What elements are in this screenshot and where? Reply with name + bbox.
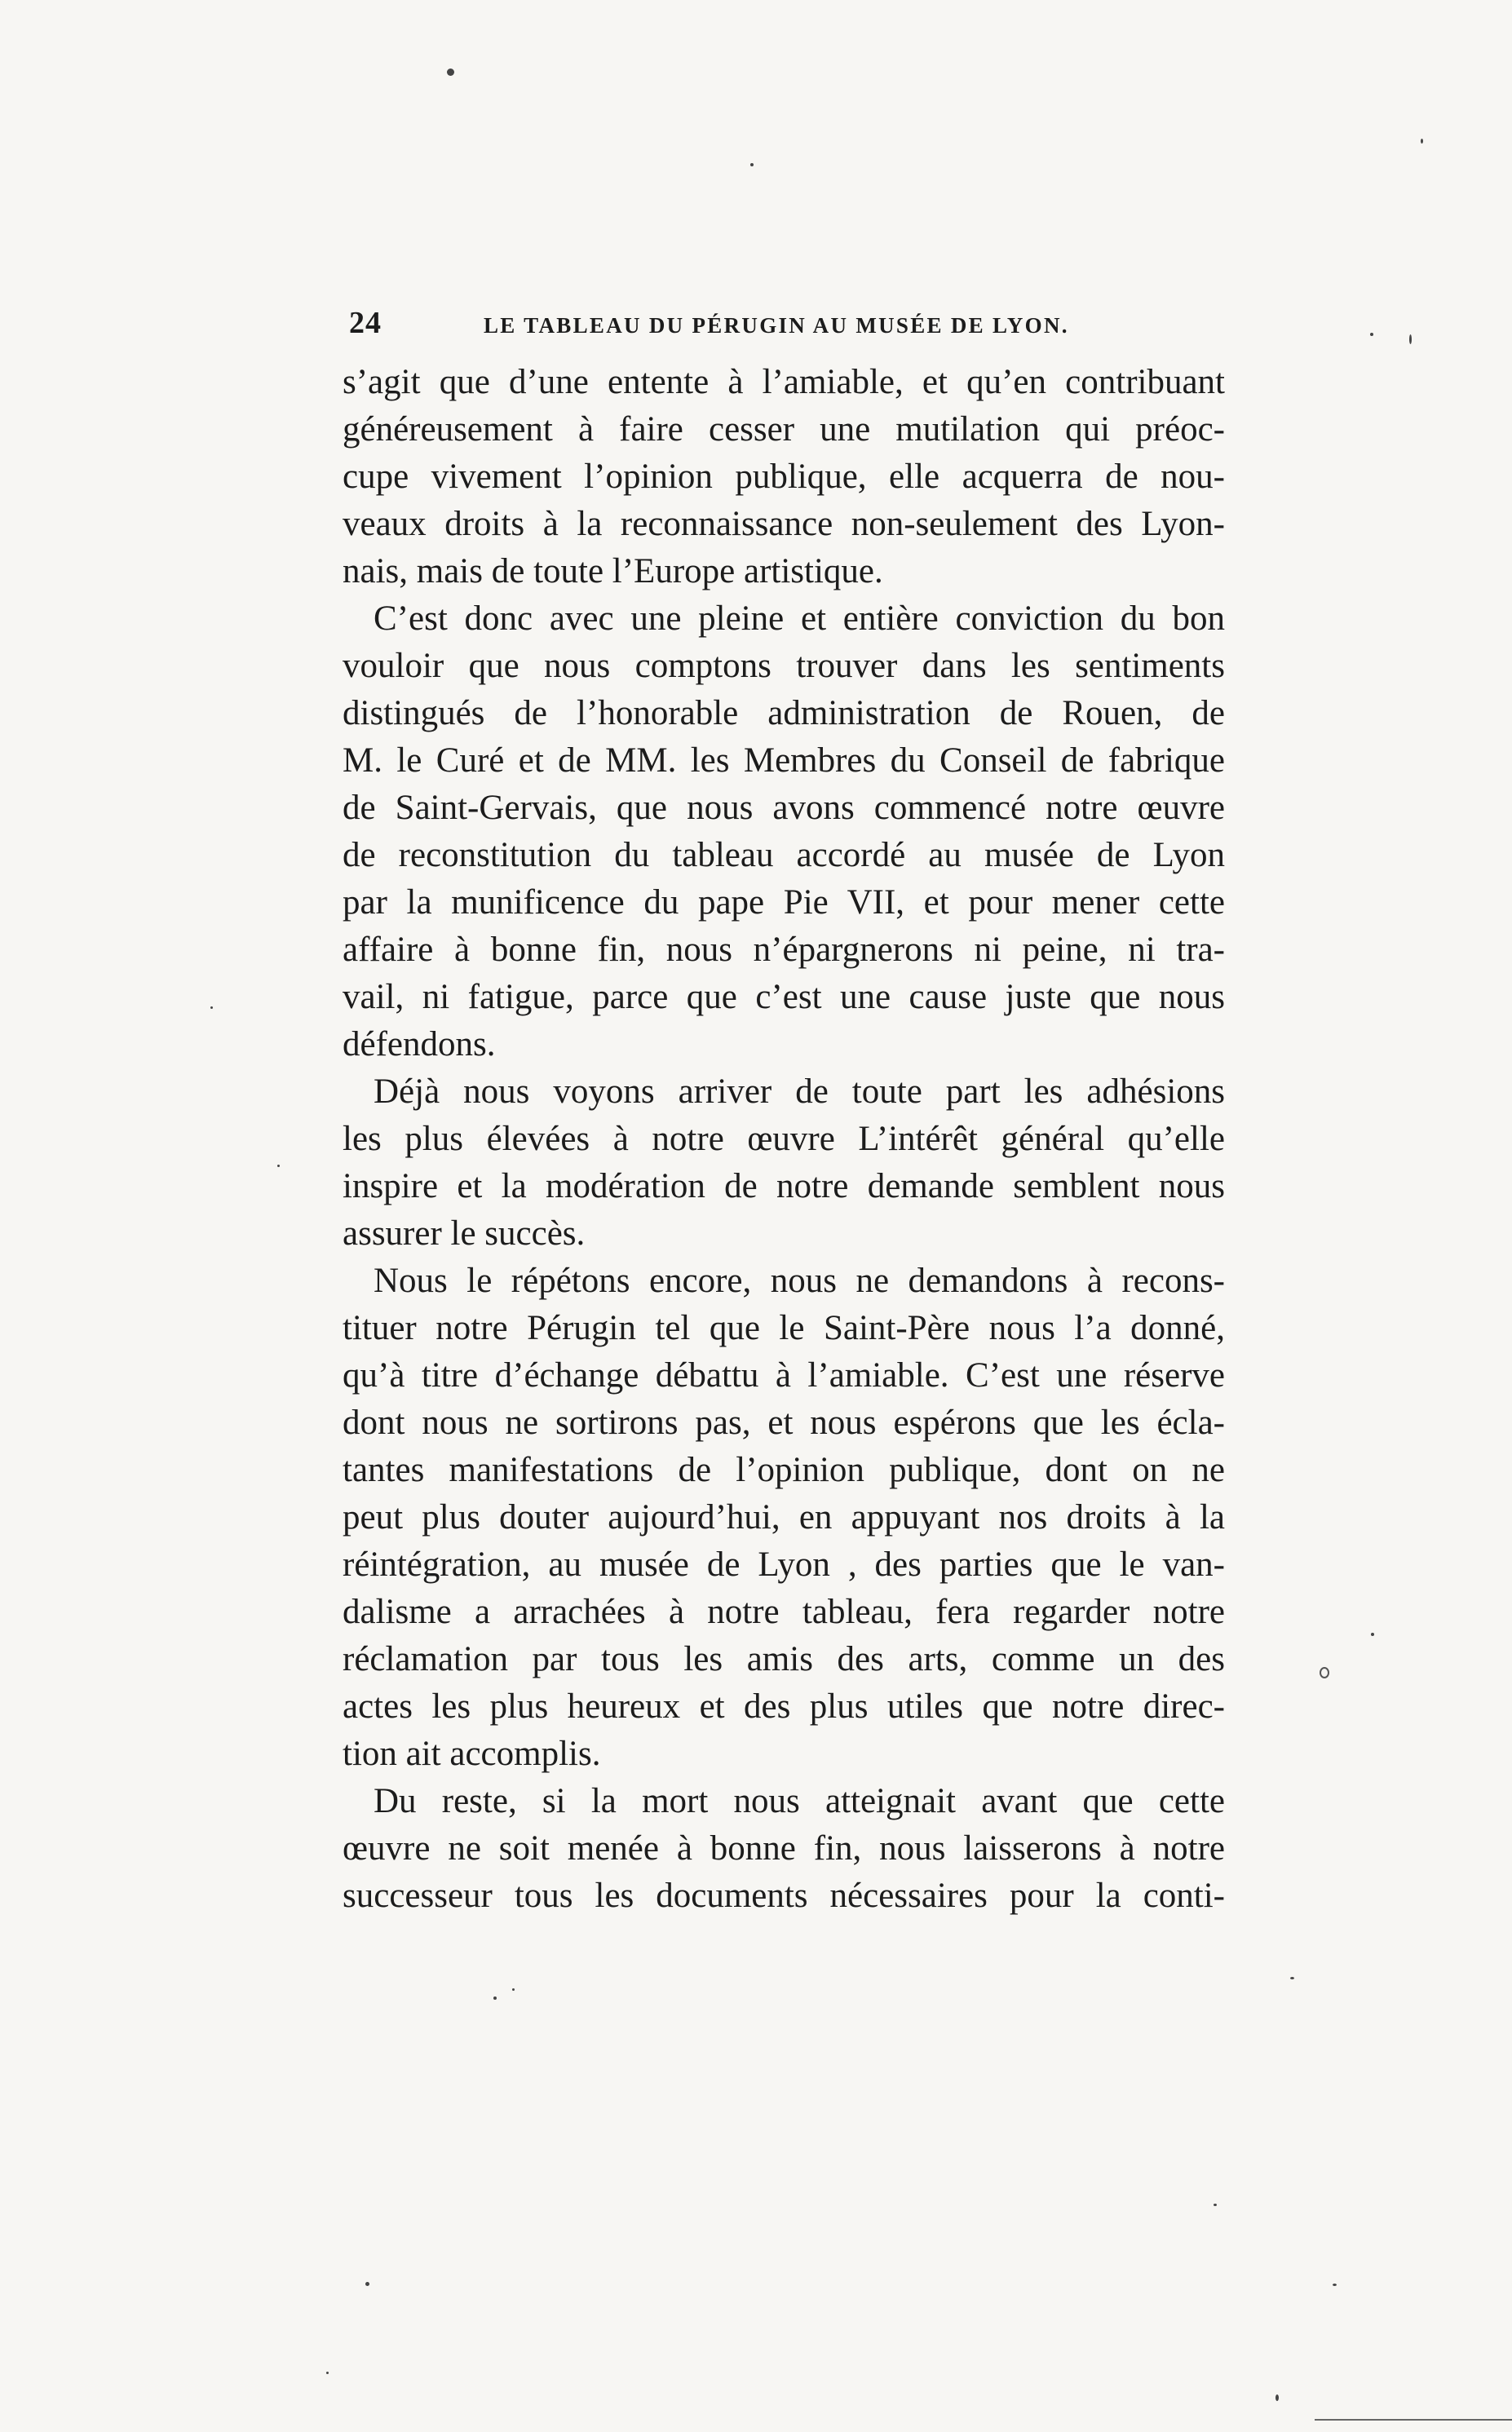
text-line: Déjà nous voyons arriver de toute part les adhésions (374, 1072, 1225, 1111)
text-line: veaux droits à la reconnaissance non-seulement des Lyon- (343, 505, 1225, 543)
text-line: distingués de l’honorable administration de Rouen, de (343, 694, 1225, 732)
text-line: peut plus douter aujourd’hui, en appuyant nos droits à la (343, 1498, 1225, 1537)
text-line: Du reste, si la mort nous atteignait avant que cette (374, 1782, 1225, 1820)
text-line: réintégration, au musée de Lyon , des parties que le van- (343, 1545, 1225, 1584)
text-line: assurer le succès. (343, 1214, 586, 1253)
text-line: tantes manifestations de l’opinion publique, dont on ne (343, 1451, 1225, 1489)
text-line: dalisme a arrachées à notre tableau, fera regarder notre (343, 1593, 1225, 1631)
scan-speck (750, 163, 754, 166)
paragraph-2 (343, 595, 1225, 1068)
text-line: qu’à titre d’échange débattu à l’amiable. C’est une réserve (343, 1356, 1225, 1395)
scan-speck (1333, 2284, 1337, 2286)
paragraph-5 (343, 1778, 1225, 1920)
text-line: C’est donc avec une pleine et entière conviction du bon (374, 599, 1225, 638)
scan-speck (493, 1996, 497, 2000)
page-edge-line (1315, 2419, 1512, 2421)
body-text (343, 359, 1225, 1920)
text-line: vouloir que nous comptons trouver dans les sentiments (343, 647, 1225, 685)
scan-speck (277, 1165, 280, 1167)
text-line: Nous le répétons encore, nous ne demandons à recons- (374, 1262, 1225, 1300)
text-line: successeur tous les documents nécessaires pour la conti- (343, 1877, 1225, 1915)
text-line: tion ait accomplis. (343, 1735, 601, 1773)
text-line: s’agit que d’une entente à l’amiable, et qu’en contribuant (343, 363, 1225, 401)
text-line: généreusement à faire cesser une mutilation qui préoc- (343, 410, 1225, 449)
text-line: les plus élevées à notre œuvre L’intérêt général qu’elle (343, 1120, 1225, 1158)
text-line: par la munificence du pape Pie VII, et pour mener cette (343, 883, 1225, 922)
text-line: réclamation par tous les amis des arts, comme un des (343, 1640, 1225, 1678)
text-line: affaire à bonne fin, nous n’épargnerons ni peine, ni tra- (343, 931, 1225, 969)
text-line: vail, ni fatigue, parce que c’est une cause juste que nous (343, 978, 1225, 1016)
page-header (349, 302, 1223, 351)
scan-speck (1370, 333, 1373, 336)
scan-speck (1409, 334, 1412, 344)
text-line: œuvre ne soit menée à bonne fin, nous laisserons à notre (343, 1829, 1225, 1868)
scan-speck (326, 2372, 329, 2374)
text-line: tituer notre Pérugin tel que le Saint-Père nous l’a donné, (343, 1309, 1225, 1347)
paragraph-1 (343, 359, 1225, 595)
scan-speck (512, 1988, 515, 1991)
scan-speck (1371, 1633, 1374, 1636)
running-title: LE TABLEAU DU PÉRUGIN AU MUSÉE DE LYON. (484, 313, 1069, 338)
scan-speck (1320, 1667, 1329, 1678)
text-line: cupe vivement l’opinion publique, elle acquerra de nou- (343, 458, 1225, 496)
text-line: inspire et la modération de notre demande semblent nous (343, 1167, 1225, 1205)
scan-speck (365, 2282, 369, 2286)
paragraph-3 (343, 1068, 1225, 1258)
scan-speck (1275, 2394, 1279, 2401)
paragraph-4 (343, 1258, 1225, 1778)
text-line: défendons. (343, 1025, 496, 1063)
scan-speck (1421, 139, 1423, 144)
scan-speck (447, 69, 454, 76)
text-line: de reconstitution du tableau accordé au musée de Lyon (343, 836, 1225, 874)
scan-speck (210, 1006, 213, 1009)
page-number: 24 (349, 306, 382, 340)
scan-speck (1290, 1977, 1294, 1979)
text-line: nais, mais de toute l’Europe artistique. (343, 552, 883, 590)
text-line: M. le Curé et de MM. les Membres du Conseil de fabrique (343, 741, 1225, 780)
text-line: de Saint-Gervais, que nous avons commencé notre œuvre (343, 789, 1225, 827)
text-line: dont nous ne sortirons pas, et nous espérons que les écla- (343, 1404, 1225, 1442)
scan-speck (1214, 2204, 1217, 2206)
text-line: actes les plus heureux et des plus utiles que notre direc- (343, 1687, 1225, 1726)
